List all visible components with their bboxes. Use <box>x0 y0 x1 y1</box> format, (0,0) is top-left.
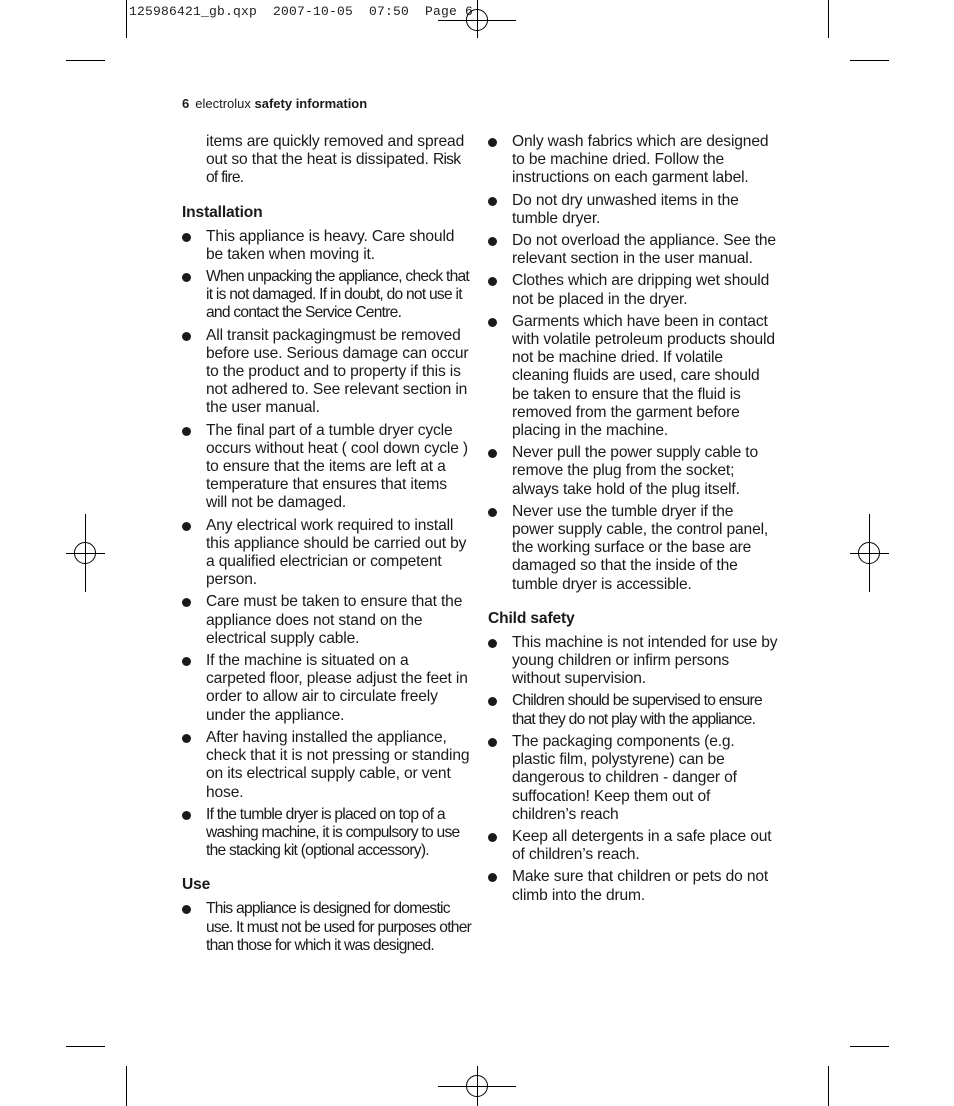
bullet-icon <box>182 427 191 436</box>
bullet-icon <box>182 598 191 607</box>
installation-heading: Installation <box>182 203 263 221</box>
use-list <box>182 900 472 955</box>
list-item: If the tumble dryer is placed on top of a washing machine, it is compulsory to use the stacking kit (optional accessory). <box>182 806 472 861</box>
list-item: This machine is not intended for use by young children or infirm persons without supervision. <box>488 634 778 689</box>
section-title: safety information <box>254 96 368 111</box>
bullet-icon <box>488 277 497 286</box>
bullet-icon <box>182 522 191 531</box>
bullet-icon <box>488 873 497 882</box>
left-column <box>182 133 472 959</box>
list-item: Garments which have been in contact with volatile petroleum products should not be machine dried. If volatile cleaning fluids are used, care should be taken to ensure that the fluid is removed from the garment before placing in the machine. <box>488 313 778 440</box>
crop-mark <box>828 0 829 38</box>
list-item: This appliance is designed for domestic use. It must not be used for purposes other than those for which it was designed. <box>182 900 472 955</box>
bullet-icon <box>182 905 191 914</box>
bullet-icon <box>488 639 497 648</box>
list-item: This appliance is heavy. Care should be taken when moving it. <box>182 228 472 264</box>
list-item: Children should be supervised to ensure that they do not play with the appliance. <box>488 692 778 728</box>
list-item: When unpacking the appliance, check that it is not damaged. If in doubt, do not use it and contact the Service Centre. <box>182 268 472 323</box>
list-item: Care must be taken to ensure that the appliance does not stand on the electrical supply cable. <box>182 593 472 648</box>
installation-list <box>182 228 472 861</box>
list-item: After having installed the appliance, check that it is not pressing or standing on its electrical supply cable, or vent hose. <box>182 729 472 802</box>
right-column <box>488 133 778 909</box>
running-head <box>182 96 367 111</box>
intro-warning: Risk of fire <box>206 151 461 187</box>
child-safety-list <box>488 634 778 905</box>
use-heading: Use <box>182 876 211 894</box>
list-item: If the machine is situated on a carpeted floor, please adjust the feet in order to allow air to circulate freely under the appliance. <box>182 652 472 725</box>
list-item: All transit packagingmust be removed before use. Serious damage can occur to the product and to property if this is not adhered to. See relevant section in the user manual. <box>182 327 472 418</box>
crop-mark <box>126 1066 127 1106</box>
list-item: Only wash fabrics which are designed to be machine dried. Follow the instructions on each garment label. <box>488 133 778 188</box>
list-item: The packaging components (e.g. plastic film, polystyrene) can be dangerous to children - danger of suffocation! Keep them out of children’s reach <box>488 733 778 824</box>
crop-mark <box>66 1046 105 1047</box>
bullet-icon <box>182 734 191 743</box>
crop-mark <box>126 0 127 38</box>
use-continued-list <box>488 133 778 594</box>
bullet-icon <box>488 697 497 706</box>
crop-mark <box>66 60 105 61</box>
bullet-icon <box>182 233 191 242</box>
print-slug: 125986421_gb.qxp 2007-10-05 07:50 Page 6 <box>129 4 474 19</box>
bullet-icon <box>182 332 191 341</box>
bullet-icon <box>488 738 497 747</box>
bullet-icon <box>182 657 191 666</box>
bullet-icon <box>488 197 497 206</box>
intro-paragraph: items are quickly removed and spread out so that the heat is dissipated. Risk of fire. <box>206 133 465 187</box>
crop-mark <box>850 1046 889 1047</box>
bullet-icon <box>488 833 497 842</box>
list-item: Make sure that children or pets do not climb into the drum. <box>488 868 778 904</box>
bullet-icon <box>488 508 497 517</box>
intro-text: items are quickly removed and spread out so that the heat is dissipated. <box>206 133 465 169</box>
brand-name: electrolux <box>195 96 251 111</box>
bullet-icon <box>488 318 497 327</box>
list-item: Do not overload the appliance. See the relevant section in the user manual. <box>488 232 778 268</box>
list-item: Clothes which are dripping wet should not be placed in the dryer. <box>488 272 778 308</box>
list-item: Any electrical work required to install this appliance should be carried out by a qualified electrician or competent person. <box>182 517 472 590</box>
bullet-icon <box>488 237 497 246</box>
bullet-icon <box>182 273 191 282</box>
crop-mark <box>828 1066 829 1106</box>
list-item: Keep all detergents in a safe place out of children’s reach. <box>488 828 778 864</box>
bullet-icon <box>182 811 191 820</box>
crop-mark <box>850 60 889 61</box>
list-item: Never use the tumble dryer if the power supply cable, the control panel, the working surface or the base are damaged so that the inside of the tumble dryer is accessible. <box>488 503 778 594</box>
page-number: 6 <box>182 96 190 111</box>
list-item: Do not dry unwashed items in the tumble dryer. <box>488 192 778 228</box>
list-item: Never pull the power supply cable to remove the plug from the socket; always take hold of the plug itself. <box>488 444 778 499</box>
list-item: The final part of a tumble dryer cycle occurs without heat ( cool down cycle ) to ensure that the items are left at a temperature that ensures that items will not be damaged. <box>182 422 472 513</box>
bullet-icon <box>488 449 497 458</box>
child-safety-heading: Child safety <box>488 609 575 627</box>
bullet-icon <box>488 138 497 147</box>
